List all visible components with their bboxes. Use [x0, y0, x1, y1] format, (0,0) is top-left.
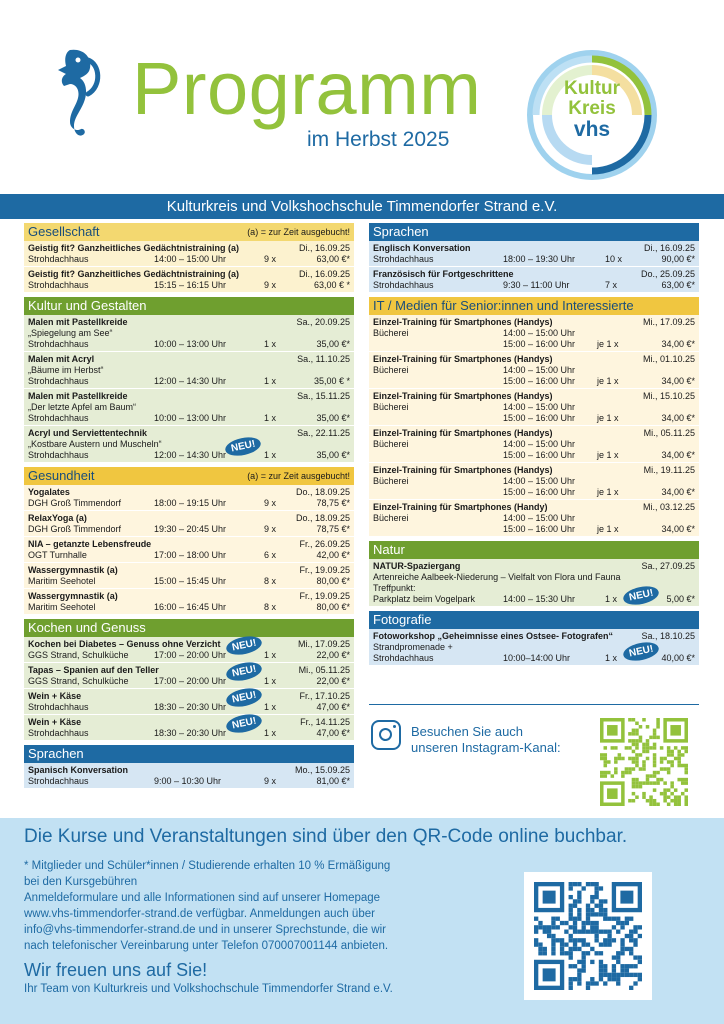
course-time: 10:00–14:00 Uhr: [503, 653, 571, 663]
course-place: Strohdachhaus: [28, 339, 89, 349]
course-date: Sa., 18.10.25: [641, 631, 695, 641]
logo-text-vhs: vhs: [573, 118, 611, 141]
course-time: 14:00 – 15:30 Uhr: [503, 594, 576, 604]
course-place: DGH Groß Timmendorf: [28, 524, 122, 534]
course-date: Mi., 03.12.25: [642, 502, 695, 512]
course-title: NIA – getanzte Lebensfreude: [28, 539, 152, 549]
course-title: Einzel-Training für Smartphones (Handys): [373, 354, 553, 364]
footer-greeting: Wir freuen uns auf Sie!: [24, 960, 208, 980]
course-time-2: 15:00 – 16:00 Uhr: [503, 376, 576, 386]
course-time-1: 14:00 – 15:00 Uhr: [503, 439, 576, 449]
course-entry[interactable]: [24, 352, 354, 389]
course-title: Kochen bei Diabetes – Genuss ohne Verzicht: [28, 639, 221, 649]
course-count: 8 x: [264, 602, 277, 612]
course-date: Di., 16.09.25: [643, 243, 695, 253]
new-badge: NEU!: [622, 583, 661, 607]
new-badge: NEU!: [224, 434, 263, 458]
course-entry[interactable]: [24, 663, 354, 689]
course-place: Strohdachhaus: [28, 776, 89, 786]
course-subtitle: „Bäume im Herbst“: [28, 365, 104, 375]
course-date: Do., 18.09.25: [295, 487, 350, 497]
new-badge: NEU!: [225, 685, 264, 709]
new-badge: NEU!: [622, 639, 661, 663]
left-column: [24, 223, 354, 789]
course-time: 9:30 – 11:00 Uhr: [503, 280, 570, 290]
course-count: 9 x: [264, 776, 277, 786]
booked-out-note: (a) = zur Zeit ausgebucht!: [247, 471, 350, 481]
course-title: Einzel-Training für Smartphones (Handys): [373, 317, 553, 327]
course-entry[interactable]: [24, 763, 354, 789]
footer-line-5: info@vhs-timmendorfer-strand.de und in unserer Sprechstunde, die wir: [24, 924, 386, 936]
course-place: Strohdachhaus: [28, 254, 89, 264]
course-time-1: 14:00 – 15:00 Uhr: [503, 513, 576, 523]
course-date: Sa., 15.11.25: [297, 391, 350, 401]
course-time-1: 14:00 – 15:00 Uhr: [503, 402, 576, 412]
course-place: Strohdachhaus: [28, 413, 89, 423]
course-title: Wein + Käse: [28, 691, 82, 701]
course-date: Mi., 17.09.25: [297, 639, 350, 649]
course-count: 9 x: [264, 280, 277, 290]
course-entry[interactable]: [24, 715, 354, 741]
course-time-1: 14:00 – 15:00 Uhr: [503, 365, 576, 375]
course-count: 8 x: [264, 576, 277, 586]
course-date: Fr., 26.09.25: [299, 539, 350, 549]
course-date: Di., 16.09.25: [298, 269, 350, 279]
organization-banner: Kulturkreis und Volkshochschule Timmendorfer Strand e.V.: [0, 194, 724, 219]
course-title: Einzel-Training für Smartphones (Handys): [373, 465, 553, 475]
course-count: 1 x: [264, 650, 277, 660]
course-entry[interactable]: [24, 485, 354, 511]
course-price: 34,00 €*: [661, 487, 695, 497]
course-count: je 1 x: [597, 450, 619, 460]
logo-text-kultur: Kultur: [564, 78, 620, 99]
course-entry[interactable]: [369, 559, 699, 607]
course-date: Mi., 15.10.25: [642, 391, 695, 401]
course-time: 17:00 – 18:00 Uhr: [154, 550, 227, 560]
section-title: IT / Medien für Senior:innen und Interessierte: [373, 298, 634, 313]
course-count: 10 x: [605, 254, 623, 264]
course-title: Wassergymnastik (a): [28, 565, 118, 575]
course-subtitle: Strandpromenade +: [373, 642, 453, 652]
course-entry[interactable]: [369, 389, 699, 426]
section-gesundheit-header: [24, 467, 354, 485]
course-place: Bücherei: [373, 439, 409, 449]
course-count: je 1 x: [597, 413, 619, 423]
course-count: 9 x: [264, 254, 277, 264]
course-entry[interactable]: [24, 241, 354, 267]
course-place: Strohdachhaus: [373, 653, 434, 663]
course-price: 90,00 €*: [661, 254, 695, 264]
footer-line-4: www.vhs-timmendorfer-strand.de verfügbar. Anmeldungen auch über: [24, 908, 375, 920]
course-entry[interactable]: [24, 637, 354, 663]
course-title: Malen mit Pastellkreide: [28, 317, 128, 327]
course-place: Strohdachhaus: [28, 450, 89, 460]
course-time-2: 15:00 – 16:00 Uhr: [503, 339, 576, 349]
page-title: Programm: [132, 47, 482, 130]
course-entry[interactable]: [24, 315, 354, 352]
course-title: Einzel-Training für Smartphones (Handys): [373, 391, 553, 401]
course-date: Di., 16.09.25: [298, 243, 350, 253]
course-entry[interactable]: [369, 315, 699, 352]
course-count: 7 x: [605, 280, 618, 290]
instagram-line-1: Besuchen Sie auch: [411, 724, 524, 739]
section-sprachen-header: [24, 745, 354, 763]
course-date: Mi., 05.11.25: [643, 428, 695, 438]
course-time: 12:00 – 14:30 Uhr: [154, 376, 227, 386]
course-count: 1 x: [264, 702, 277, 712]
course-entry[interactable]: [369, 241, 699, 267]
course-price: 80,00 €*: [316, 602, 350, 612]
course-place: Strohdachhaus: [28, 702, 89, 712]
footer-line-1: * Mitglieder und Schüler*innen / Studierende erhalten 10 % Ermäßigung: [24, 860, 391, 872]
course-count: je 1 x: [597, 487, 619, 497]
course-title: Spanisch Konversation: [28, 765, 129, 775]
instagram-icon[interactable]: [371, 720, 401, 750]
section-title: Fotografie: [373, 612, 432, 627]
course-time: 10:00 – 13:00 Uhr: [154, 339, 227, 349]
course-entry[interactable]: [369, 463, 699, 500]
section-sprachen-header: [369, 223, 699, 241]
course-date: Mi., 19.11.25: [643, 465, 695, 475]
section-kultur-header: [24, 297, 354, 315]
course-place: Bücherei: [373, 365, 409, 375]
instagram-text: [411, 724, 561, 756]
course-title: Geistig fit? Ganzheitliches Gedächtnistraining (a): [28, 243, 240, 253]
course-entry[interactable]: [24, 537, 354, 563]
booking-qr-code-icon[interactable]: [534, 882, 642, 990]
course-place: Strohdachhaus: [373, 254, 434, 264]
course-entry[interactable]: [369, 426, 699, 463]
course-count: je 1 x: [597, 524, 619, 534]
course-price: 63,00 €*: [316, 254, 350, 264]
course-place: Strohdachhaus: [373, 280, 434, 290]
course-date: Fr., 17.10.25: [299, 691, 350, 701]
course-title: Malen mit Acryl: [28, 354, 95, 364]
section-title: Sprachen: [373, 224, 429, 239]
course-entry[interactable]: [369, 352, 699, 389]
course-place: Bücherei: [373, 513, 409, 523]
course-price: 34,00 €*: [661, 450, 695, 460]
course-entry[interactable]: [369, 267, 699, 293]
course-date: Mi., 17.09.25: [642, 317, 695, 327]
instagram-qr-code-icon[interactable]: [600, 718, 688, 806]
course-date: Sa., 20.09.25: [296, 317, 350, 327]
section-it-header: [369, 297, 699, 315]
course-date: Mo., 15.09.25: [294, 765, 350, 775]
section-kochen-header: [24, 619, 354, 637]
course-time: 16:00 – 16:45 Uhr: [154, 602, 227, 612]
course-price: 22,00 €*: [316, 650, 350, 660]
course-price: 34,00 €*: [661, 524, 695, 534]
course-count: 1 x: [264, 376, 277, 386]
course-entry[interactable]: [24, 426, 354, 463]
course-time-2: 15:00 – 16:00 Uhr: [503, 524, 576, 534]
course-time: 18:00 – 19:15 Uhr: [154, 498, 227, 508]
course-date: Do., 18.09.25: [295, 513, 350, 523]
course-place: Strohdachhaus: [28, 280, 89, 290]
course-count: 1 x: [264, 728, 277, 738]
course-title: Tapas – Spanien auf den Teller: [28, 665, 159, 675]
page-subtitle: im Herbst 2025: [307, 128, 450, 151]
course-date: Fr., 14.11.25: [300, 717, 350, 727]
divider: [369, 704, 699, 705]
course-price: 47,00 €*: [316, 702, 350, 712]
logo-text-kreis: Kreis: [568, 98, 616, 119]
course-count: 1 x: [605, 594, 618, 604]
course-price: 34,00 €*: [661, 413, 695, 423]
course-entry[interactable]: [24, 389, 354, 426]
course-price: 63,00 €*: [661, 280, 695, 290]
course-price: 35,00 €*: [316, 339, 350, 349]
course-title: Malen mit Pastellkreide: [28, 391, 128, 401]
course-time: 10:00 – 13:00 Uhr: [154, 413, 227, 423]
course-time: 17:00 – 20:00 Uhr: [154, 676, 227, 686]
course-title: Acryl und Serviettentechnik: [28, 428, 148, 438]
course-title: RelaxYoga (a): [28, 513, 87, 523]
course-time: 15:00 – 15:45 Uhr: [154, 576, 227, 586]
course-title: NATUR-Spaziergang: [373, 561, 461, 571]
course-date: Do., 25.09.25: [640, 269, 695, 279]
course-count: 1 x: [264, 413, 277, 423]
section-natur-header: [369, 541, 699, 559]
instagram-line-2: unseren Instagram-Kanal:: [411, 740, 561, 755]
course-price: 34,00 €*: [661, 376, 695, 386]
course-place: Maritim Seehotel: [28, 576, 96, 586]
footer-headline: Die Kurse und Veranstaltungen sind über den QR-Code online buchbar.: [24, 826, 628, 847]
footer-line-3: Anmeldeformulare und alle Informationen sind auf unserer Homepage: [24, 892, 381, 904]
course-count: 9 x: [264, 524, 277, 534]
course-subtitle: „Der letzte Apfel am Baum“: [28, 402, 137, 412]
section-title: Sprachen: [28, 746, 84, 761]
course-title: Einzel-Training für Smartphones (Handys): [373, 428, 553, 438]
course-date: Sa., 27.09.25: [641, 561, 695, 571]
course-title: Wassergymnastik (a): [28, 591, 118, 601]
course-place: Maritim Seehotel: [28, 602, 96, 612]
course-place: Bücherei: [373, 328, 409, 338]
course-time: 15:15 – 16:15 Uhr: [154, 280, 227, 290]
course-subtitle: „Spiegelung am See“: [28, 328, 113, 338]
course-count: je 1 x: [597, 339, 619, 349]
course-title: Englisch Konversation: [373, 243, 471, 253]
course-subtitle: Artenreiche Aalbeek-Niederung – Vielfalt von Flora und Fauna: [373, 572, 621, 582]
course-date: Mi., 01.10.25: [642, 354, 695, 364]
course-price: 42,00 €*: [316, 550, 350, 560]
section-title: Kochen und Genuss: [28, 620, 146, 635]
course-time-1: 14:00 – 15:00 Uhr: [503, 328, 576, 338]
course-count: 6 x: [264, 550, 277, 560]
new-badge: NEU!: [225, 711, 264, 735]
footer-info: [24, 858, 484, 954]
course-time-2: 15:00 – 16:00 Uhr: [503, 487, 576, 497]
course-place: DGH Groß Timmendorf: [28, 498, 122, 508]
right-column: [369, 223, 699, 666]
section-title: Gesundheit: [28, 468, 95, 483]
course-meeting-label: Treffpunkt:: [373, 583, 416, 593]
course-time-2: 15:00 – 16:00 Uhr: [503, 413, 576, 423]
course-price: 22,00 €*: [316, 676, 350, 686]
course-time: 18:30 – 20:30 Uhr: [154, 702, 227, 712]
section-foto-header: [369, 611, 699, 629]
course-count: 1 x: [264, 676, 277, 686]
course-count: 1 x: [264, 450, 277, 460]
course-date: Fr., 19.09.25: [299, 591, 350, 601]
course-time: 18:30 – 20:30 Uhr: [154, 728, 227, 738]
course-title: Wein + Käse: [28, 717, 82, 727]
course-time: 17:00 – 20:00 Uhr: [154, 650, 227, 660]
course-date: Fr., 19.09.25: [299, 565, 350, 575]
booked-out-note: (a) = zur Zeit ausgebucht!: [247, 227, 350, 237]
course-place: Strohdachhaus: [28, 728, 89, 738]
course-price: 80,00 €*: [316, 576, 350, 586]
course-place: OGT Turnhalle: [28, 550, 87, 560]
course-count: 1 x: [605, 653, 618, 663]
course-entry[interactable]: [24, 563, 354, 589]
footer-line-6: nach telefonischer Vereinbarung unter Telefon 070007001144 anbieten.: [24, 940, 389, 952]
section-gesellschaft-header: [24, 223, 354, 241]
course-time-1: 14:00 – 15:00 Uhr: [503, 476, 576, 486]
course-entry[interactable]: [369, 500, 699, 537]
course-entry[interactable]: [24, 589, 354, 615]
course-time: 9:00 – 10:30 Uhr: [154, 776, 222, 786]
course-place: GGS Strand, Schulküche: [28, 676, 129, 686]
course-title: Fotoworkshop „Geheimnisse eines Ostsee- Fotografen“: [373, 631, 614, 641]
footer-signature: Ihr Team von Kulturkreis und Volkshochschule Timmendorfer Strand e.V.: [24, 983, 393, 995]
course-title: Yogalates: [28, 487, 70, 497]
course-title: Französisch für Fortgeschrittene: [373, 269, 514, 279]
course-price: 78,75 €*: [316, 524, 350, 534]
course-price: 35,00 €*: [316, 413, 350, 423]
course-title: Geistig fit? Ganzheitliches Gedächtnistraining (a): [28, 269, 240, 279]
course-place: Bücherei: [373, 402, 409, 412]
course-price: 78,75 €*: [316, 498, 350, 508]
new-badge: NEU!: [225, 659, 264, 683]
section-title: Kultur und Gestalten: [28, 298, 147, 313]
course-price: 40,00 €*: [661, 653, 695, 663]
course-entry[interactable]: [24, 689, 354, 715]
course-price: 47,00 €*: [316, 728, 350, 738]
course-count: je 1 x: [597, 376, 619, 386]
course-title: Einzel-Training für Smartphones (Handy): [373, 502, 548, 512]
course-time-2: 15:00 – 16:00 Uhr: [503, 450, 576, 460]
seahorse-logo-icon: [40, 46, 104, 142]
course-price: 63,00 € *: [313, 280, 350, 290]
course-time: 19:30 – 20:45 Uhr: [154, 524, 227, 534]
course-place: Parkplatz beim Vogelpark: [373, 594, 476, 604]
course-price: 35,00 €*: [316, 450, 350, 460]
course-count: 9 x: [264, 498, 277, 508]
section-title: Gesellschaft: [28, 224, 100, 239]
course-place: Bücherei: [373, 476, 409, 486]
course-price: 5,00 €*: [666, 594, 695, 604]
course-place: GGS Strand, Schulküche: [28, 650, 129, 660]
footer-line-2: bei den Kursgebühren: [24, 876, 138, 888]
course-time: 12:00 – 14:30 Uhr: [154, 450, 227, 460]
course-subtitle: „Kostbare Austern und Muscheln“: [28, 439, 162, 449]
course-date: Mi., 05.11.25: [298, 665, 350, 675]
course-date: Sa., 11.10.25: [297, 354, 350, 364]
course-date: Sa., 22.11.25: [297, 428, 350, 438]
section-title: Natur: [373, 542, 405, 557]
course-entry[interactable]: [24, 267, 354, 293]
course-price: 34,00 €*: [661, 339, 695, 349]
course-entry[interactable]: [369, 629, 699, 666]
course-entry[interactable]: [24, 511, 354, 537]
course-count: 1 x: [264, 339, 277, 349]
course-time: 14:00 – 15:00 Uhr: [154, 254, 227, 264]
course-price: 81,00 €*: [316, 776, 350, 786]
course-time: 18:00 – 19:30 Uhr: [503, 254, 576, 264]
new-badge: NEU!: [225, 633, 264, 657]
course-price: 35,00 € *: [313, 376, 350, 386]
kulturkreis-vhs-logo: [527, 50, 657, 180]
course-place: Strohdachhaus: [28, 376, 89, 386]
